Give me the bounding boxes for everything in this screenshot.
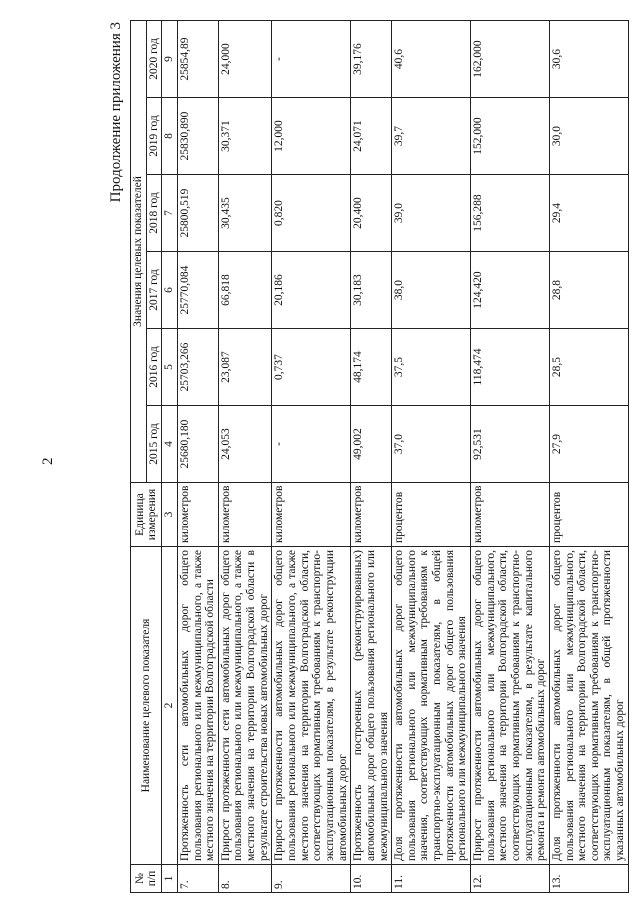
value-2015: 92,531 [471, 406, 550, 483]
column-number: 7 [162, 175, 178, 252]
table-row [549, 20, 628, 892]
indicator-name: Прирост протяженности автомобильных дорог общего пользования регионального или межмуниципального, местного значения на территории Волгоградской области, соответствующих нормативным требованиям к транспортно-эксплуатационным показателям, в результате капитального ремонта и ремонта автомобильных дорог [471, 547, 550, 865]
row-number: 10. [351, 865, 392, 893]
header-year: 2020 год [146, 20, 162, 97]
column-number: 4 [162, 406, 178, 483]
header-year: 2016 год [146, 329, 162, 406]
value-2015: 37,0 [392, 406, 471, 483]
indicator-unit: километров [218, 483, 272, 547]
continuation-label: Продолжение приложения 3 [108, 22, 124, 203]
row-number: 11. [392, 865, 471, 893]
value-2018: 156,288 [471, 175, 550, 252]
header-year: 2019 год [146, 98, 162, 175]
value-2016: 37,5 [392, 329, 471, 406]
indicator-name: Доля протяженности автомобильных дорог общего пользования регионального или межмуниципального значения, соответствующих нормативным требованиям к транспортно-эксплуатационным показателям, в общей протяженности автомобильных дорог общего пользования регионального или межмуниципального значения [392, 547, 471, 865]
table-row [177, 20, 218, 892]
column-number: 1 [162, 865, 178, 893]
value-2016: 23,087 [218, 329, 272, 406]
value-2017: 20,186 [272, 252, 351, 329]
table-row [272, 20, 351, 892]
value-2016: 118,474 [471, 329, 550, 406]
value-2018: 29,4 [549, 175, 628, 252]
value-2019: 25830,890 [177, 98, 218, 175]
header-year: 2018 год [146, 175, 162, 252]
column-number: 5 [162, 329, 178, 406]
value-2019: 39,7 [392, 98, 471, 175]
indicator-name: Протяженность сети автомобильных дорог общего пользования регионального или межмуниципального, а также местного значения на территории Волгоградской области [177, 547, 218, 865]
column-number: 3 [162, 483, 178, 547]
value-2016: 25703,266 [177, 329, 218, 406]
header-year: 2017 год [146, 252, 162, 329]
value-2018: 39,0 [392, 175, 471, 252]
page-number: 2 [40, 457, 56, 465]
value-2019: 152,000 [471, 98, 550, 175]
value-2017: 28,8 [549, 252, 628, 329]
row-number: 7. [177, 865, 218, 893]
value-2015: 24,053 [218, 406, 272, 483]
value-2018: 0,820 [272, 175, 351, 252]
value-2017: 30,183 [351, 252, 392, 329]
header-year: 2015 год [146, 406, 162, 483]
value-2017: 38,0 [392, 252, 471, 329]
value-2015: 27,9 [549, 406, 628, 483]
column-number: 9 [162, 20, 178, 97]
value-2016: 28,5 [549, 329, 628, 406]
row-number: 12. [471, 865, 550, 893]
indicator-unit: километров [272, 483, 351, 547]
table-row [392, 20, 471, 892]
header-values-group: Значения целевых показателей [131, 20, 147, 482]
value-2020: 162,000 [471, 20, 550, 97]
table-row [218, 20, 272, 892]
value-2019: 24,071 [351, 98, 392, 175]
value-2015: 25680,180 [177, 406, 218, 483]
indicator-unit: километров [177, 483, 218, 547]
indicator-unit: процентов [549, 483, 628, 547]
value-2019: 12,000 [272, 98, 351, 175]
column-numbers-row [162, 20, 178, 892]
value-2016: 0,737 [272, 329, 351, 406]
table-row [351, 20, 392, 892]
table-row [471, 20, 550, 892]
value-2018: 20,400 [351, 175, 392, 252]
value-2020: 30,6 [549, 20, 628, 97]
value-2020: 40,6 [392, 20, 471, 97]
value-2020: 39,176 [351, 20, 392, 97]
value-2020: - [272, 20, 351, 97]
header-name: Наименование целевого показателя [131, 547, 162, 865]
value-2016: 48,174 [351, 329, 392, 406]
value-2019: 30,371 [218, 98, 272, 175]
header-number: № п/п [131, 865, 162, 893]
row-number: 8. [218, 865, 272, 893]
value-2017: 66,818 [218, 252, 272, 329]
indicators-table [130, 20, 629, 893]
value-2020: 24,000 [218, 20, 272, 97]
indicator-name: Прирост протяженности сети автомобильных дорог общего пользования регионального или межмуниципального, а также местного значения на территории Волгоградской области в результате строительства новых автомобильных дорог [218, 547, 272, 865]
value-2017: 25770,084 [177, 252, 218, 329]
value-2015: 49,002 [351, 406, 392, 483]
row-number: 13. [549, 865, 628, 893]
value-2019: 30,0 [549, 98, 628, 175]
indicator-name: Доля протяженности автомобильных дорог общего пользования регионального или межмуниципального, местного значения на территории Волгоградской области, соответствующих нормативным требованиям к транспортно-эксплуатационным показателям, в общей протяженности указанных автомобильных дорог [549, 547, 628, 865]
value-2018: 25800,519 [177, 175, 218, 252]
indicator-unit: километров [351, 483, 392, 547]
value-2018: 30,435 [218, 175, 272, 252]
row-number: 9. [272, 865, 351, 893]
indicator-name: Прирост протяженности автомобильных дорог общего пользования регионального или межмуниципального, а также местного значения на территории Волгоградской области, соответствующих нормативным требованиям к транспортно-эксплуатационным показателям, в результате реконструкции автомобильных дорог [272, 547, 351, 865]
indicator-unit: километров [471, 483, 550, 547]
column-number: 2 [162, 547, 178, 865]
header-unit: Единица измерения [131, 483, 162, 547]
value-2017: 124,420 [471, 252, 550, 329]
column-number: 6 [162, 252, 178, 329]
column-number: 8 [162, 98, 178, 175]
value-2015: - [272, 406, 351, 483]
indicator-unit: процентов [392, 483, 471, 547]
indicator-name: Протяженность построенных (реконструированных) автомобильных дорог общего пользования регионального или межмуниципального значения [351, 547, 392, 865]
value-2020: 25854,89 [177, 20, 218, 97]
